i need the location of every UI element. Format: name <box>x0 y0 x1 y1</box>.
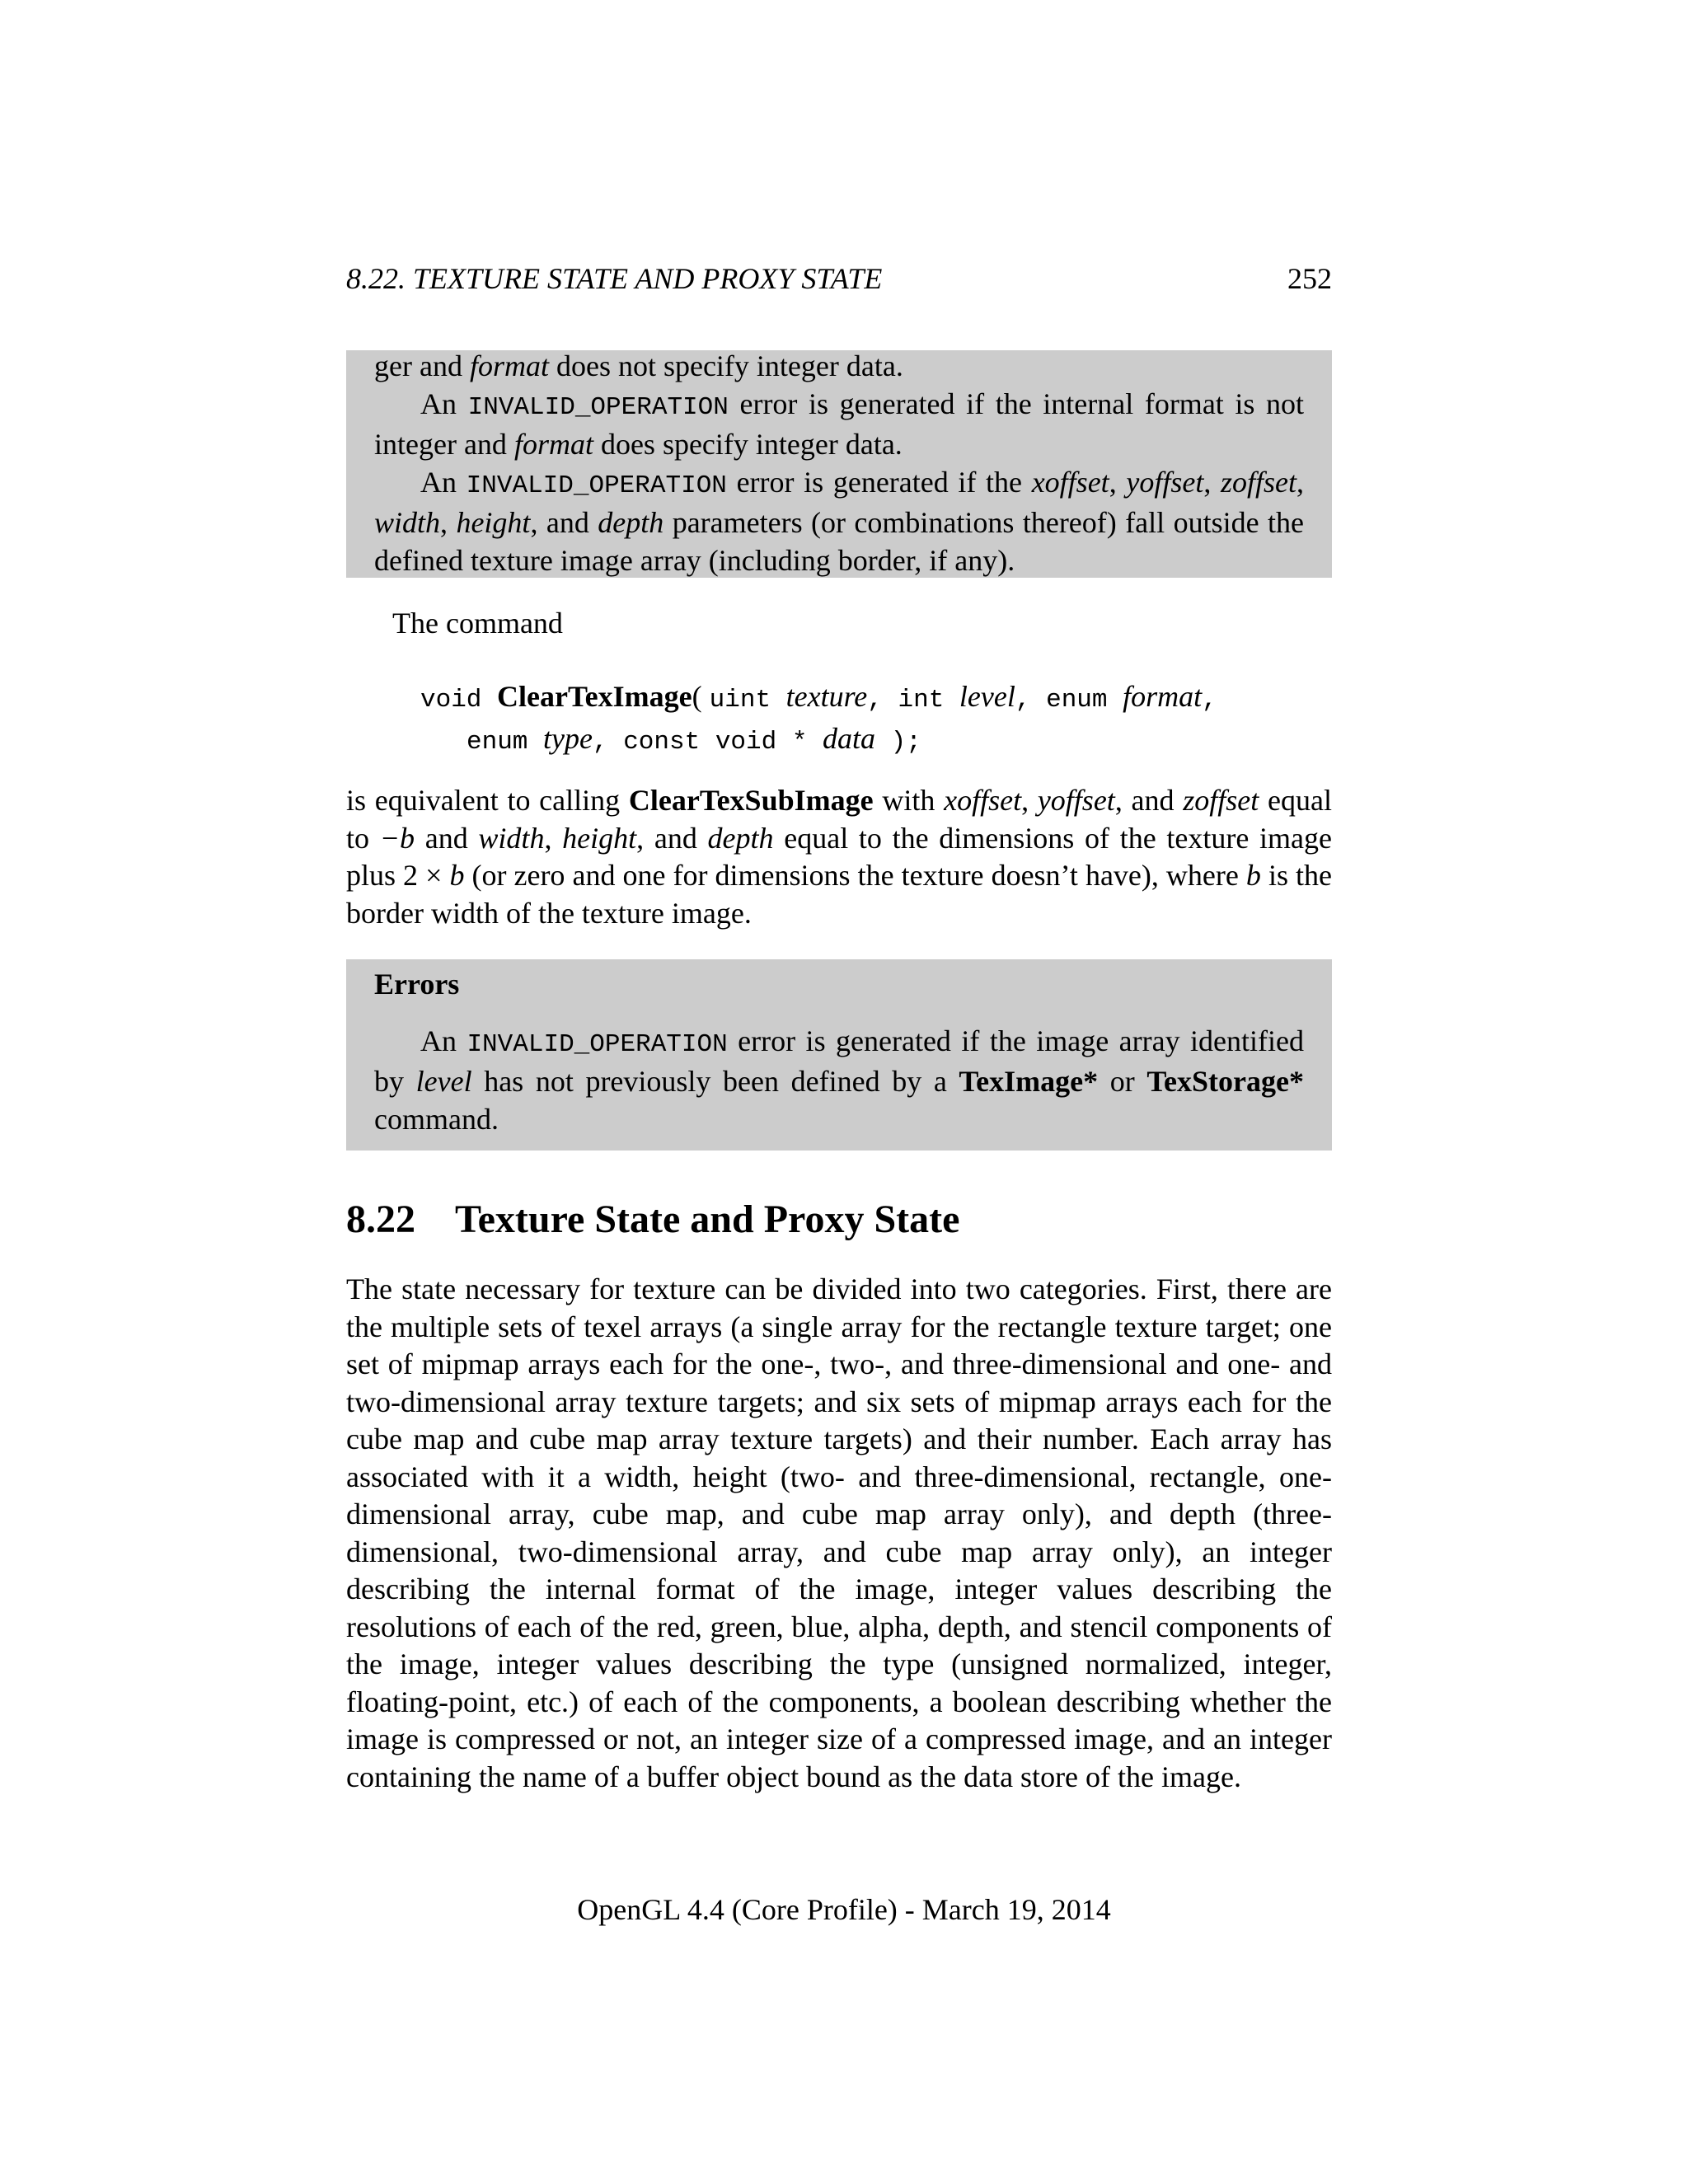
errors-box-continued <box>346 350 1332 578</box>
function-prototype <box>420 677 1217 762</box>
command-intro: The command <box>392 607 563 640</box>
page-footer: OpenGL 4.4 (Core Profile) - March 19, 2014 <box>577 1893 1111 1926</box>
body-paragraph: The state necessary for texture can be divided into two categories. First, there are the multiple sets of texel arrays (a single array for the rectangle texture target; one set of mipmap arrays each for the one-, two-, and three-dimensional and one- and two-dimensional array texture targets; and six sets of mipmap arrays each for the cube map and cube map array texture targets) and their number. Each array has associated with it a width, height (two- and three-dimensional, rectangle, one-dimensional array, cube map, and cube map array only), and depth (three-dimensional, two-dimensional array, and cube map array only), an integer describing the internal format of the image, integer values describing the resolutions of each of the red, green, blue, alpha, depth, and stencil components of the image, integer values describing the type (unsigned normalized, integer, floating-point, etc.) of each of the components, a boolean describing whether the image is compressed or not, an integer size of a compressed image, and an integer containing the name of a buffer object bound as the data store of the image. <box>346 1272 1332 1793</box>
error-code: INVALID_OPERATION <box>467 392 729 422</box>
page-number: 252 <box>1287 262 1332 295</box>
error-code: INVALID_OPERATION <box>466 471 727 500</box>
error-paragraph-offsets: An INVALID_OPERATION error is generated if the xoffset, yoffset, zoffset, width, height, and depth parameters (or combinations thereof) fall outside the defined texture image array (including border, if any). <box>374 465 1304 577</box>
function-name: ClearTexSubImage <box>628 784 874 817</box>
errors-title: Errors <box>374 968 460 1001</box>
error-paragraph-integer: An INVALID_OPERATION error is generated if the internal format is not integer and format does specify integer data. <box>374 387 1305 461</box>
running-header-section: 8.22. TEXTURE STATE AND PROXY STATE <box>346 262 883 295</box>
prototype-line-1: void ClearTexImage( uint texture, int level, enum format, <box>420 680 1217 715</box>
error-code: INVALID_OPERATION <box>467 1029 728 1059</box>
section-number: 8.22 <box>346 1197 415 1241</box>
errors-box <box>346 959 1332 1151</box>
errors-box-line: ger and format does not specify integer data. <box>374 349 903 382</box>
prototype-line-2: enum type, const void * data ); <box>467 722 921 757</box>
error-paragraph-level: An INVALID_OPERATION error is generated if the image array identified by level has not previously been defined by a TexImage* or TexStorage* command. <box>374 1024 1304 1136</box>
section-title: Texture State and Proxy State <box>455 1197 960 1241</box>
equivalence-paragraph: is equivalent to calling ClearTexSubImage with xoffset, yoffset, and zoffset equal to −b and width, height, and depth equal to the dimensions of the texture image plus 2 × b (or zero and one for dimensions the texture doesn’t have), where b is the border width of the texture image. <box>346 784 1333 930</box>
running-header <box>346 258 1332 299</box>
function-name: ClearTexImage <box>497 680 692 713</box>
section-heading <box>346 1195 959 1244</box>
